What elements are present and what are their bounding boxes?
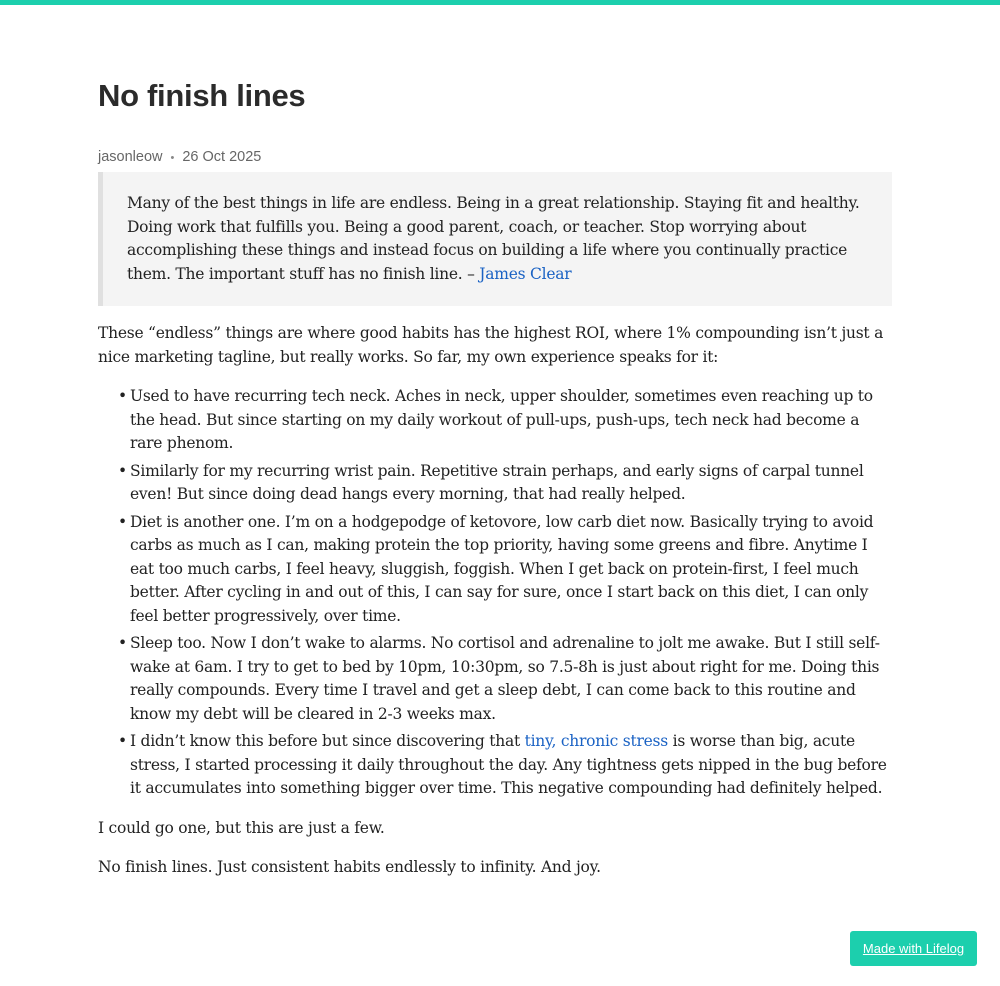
quote-body: Many of the best things in life are endless. Being in a great relationship. Staying fit and healthy. Doing work that fulfills you. Being a good parent, coach, or teacher. Stop worrying about accomplishing these things and instead focus on building a life where you continually practice them. The important stuff has no finish line. – (127, 194, 860, 283)
outro-paragraph: I could go one, but this are just a few. (98, 818, 385, 837)
intro-paragraph: These “endless” things are where good habits has the highest ROI, where 1% compounding isn’t just a nice marketing tagline, but really works. So far, my own experience speaks for it: (98, 324, 884, 366)
list-item (130, 730, 892, 801)
meta-separator: • (170, 152, 175, 164)
list-item-text: is worse than big, acute stress, I started processing it daily throughout the day. Any tightness gets nipped in the bug before it accumulates into something bigger over time. This negative compounding had definitely helped. (130, 732, 887, 797)
list-item: • Diet is another one. I’m on a hodgepodge of ketovore, low carb diet now. Basically trying to avoid carbs as much as I can, making protein the top priority, having some greens and fibre. Anytime I eat too much carbs, I feel heavy, sluggish, foggish. When I get back on protein-first, I feel much better. After cycling in and out of this, I can say for sure, once I start back on this diet, I can only feel better progressively, over time. (130, 511, 892, 629)
post-title: No finish lines (98, 78, 306, 113)
post-meta (98, 147, 261, 168)
list-item: • Sleep too. Now I don’t wake to alarms. No cortisol and adrenaline to jolt me awake. But I still self-wake at 6am. I try to get to bed by 10pm, 10:30pm, so 7.5-8h is just about right for me. Doing this really compounds. Every time I travel and get a sleep debt, I can come back to this routine and know my debt will be cleared in 2-3 weeks max. (130, 632, 892, 726)
quote-author-link[interactable]: James Clear (479, 264, 572, 283)
post-date: 26 Oct 2025 (182, 149, 262, 165)
closing-paragraph: No finish lines. Just consistent habits endlessly to infinity. And joy. (98, 858, 601, 876)
list-item-text: I didn’t know this before but since discovering that (130, 732, 525, 750)
chronic-stress-link[interactable]: tiny, chronic stress (524, 732, 668, 750)
quote-text (127, 192, 868, 286)
list-item: • Similarly for my recurring wrist pain. Repetitive strain perhaps, and early signs of carpal tunnel even! But since doing dead hangs every morning, that had really helped. (130, 460, 892, 507)
list-item: • Used to have recurring tech neck. Aches in neck, upper shoulder, sometimes even reaching up to the head. But since starting on my daily workout of pull-ups, push-ups, tech neck had become a rare phenom. (130, 385, 892, 456)
made-with-lifelog-button[interactable]: Made with Lifelog (850, 931, 977, 966)
post-author[interactable]: jasonleow (98, 149, 163, 165)
top-accent-bar (0, 0, 1000, 5)
blockquote (98, 172, 892, 306)
post-body (98, 172, 892, 896)
habits-list (98, 385, 892, 801)
